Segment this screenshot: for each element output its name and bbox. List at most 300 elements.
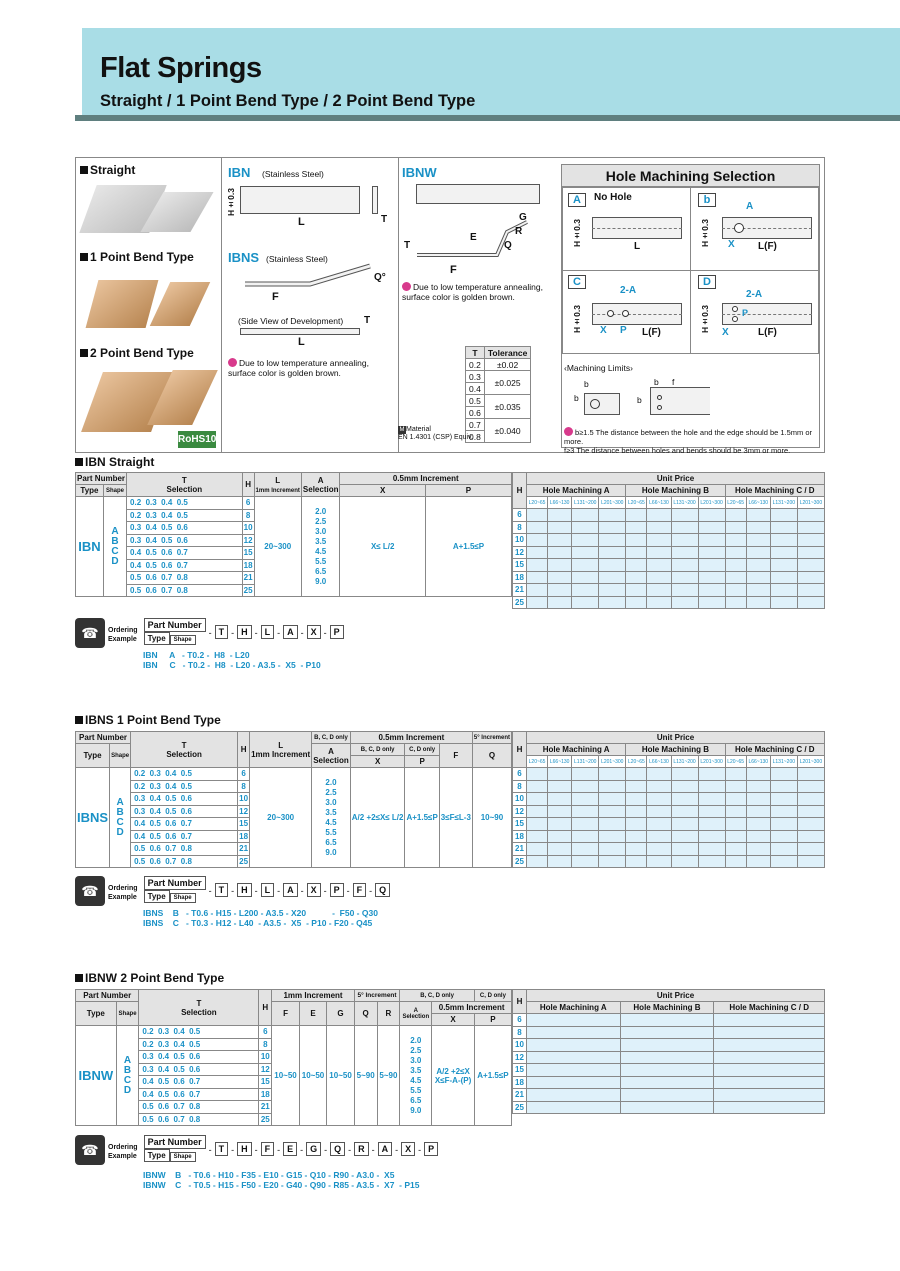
t-selection-cell: 0.3 0.4 0.5 0.6 (127, 534, 243, 547)
price-cell (770, 793, 797, 806)
price-cell (572, 818, 599, 831)
price-cell (599, 559, 626, 572)
code-box: Q (330, 1142, 345, 1156)
price-cell (548, 584, 572, 597)
hole-type-d: D (698, 275, 716, 289)
price-cell (746, 830, 770, 843)
price-cell (770, 596, 797, 609)
price-row: 25 (513, 855, 825, 868)
ibns-order-example: IBNS B - T0.6 - H15 - L200 - A3.5 - X20 - F50 - Q30 IBNS C - T0.3 - H12 - L40 - A3.5 - X5 - P10 - F20 - Q45 (143, 908, 378, 928)
code-box: R (354, 1142, 369, 1156)
ibns-section-title: IBNS 1 Point Bend Type (75, 713, 221, 727)
price-cell (725, 534, 746, 547)
price-cell (626, 596, 647, 609)
price-cell (527, 855, 548, 868)
price-cell (527, 805, 548, 818)
price-cell (572, 546, 599, 559)
t-selection-cell: 0.5 0.6 0.7 0.8 (139, 1101, 259, 1114)
phone-icon: ☎ (75, 1135, 105, 1165)
dev-dim-l: L (298, 336, 305, 348)
ibn-label: IBN (228, 165, 251, 180)
hole-d-2a: 2-A (746, 289, 763, 300)
price-cell (714, 1014, 825, 1027)
code-box: L (261, 625, 275, 639)
price-cell (647, 571, 671, 584)
price-cell (548, 559, 572, 572)
price-cell (572, 584, 599, 597)
price-row: 21 (513, 843, 825, 856)
price-cell (671, 559, 698, 572)
p-cell: A+1.5≤P (425, 497, 511, 597)
ibns-price-table: H Unit Price Hole Machining A Hole Machining B Hole Machining C / D L20~65 L66~130 L131~200 L201~300 L20~65 L66~130 L131~200 L201~300 L20~65 L66~130 L131~200 L201~300 6 8 10 12 15 18 21 25 (512, 731, 825, 868)
price-cell (671, 843, 698, 856)
price-cell (671, 534, 698, 547)
price-cell (797, 596, 824, 609)
price-cell (527, 843, 548, 856)
price-cell (770, 830, 797, 843)
part-number-box: Part Number (144, 618, 206, 632)
f-cell: 10~50 (272, 1026, 300, 1126)
ibn-drawing (240, 186, 360, 214)
price-cell (698, 843, 725, 856)
t-selection-cell: 0.4 0.5 0.6 0.7 (139, 1088, 259, 1101)
hole-b-a: A (746, 201, 754, 212)
price-row: 10 (513, 534, 825, 547)
price-cell (572, 559, 599, 572)
machining-limits-label: ‹Machining Limits› (564, 363, 633, 373)
code-box: A (378, 1142, 393, 1156)
unit-price-header: Unit Price (527, 732, 825, 744)
price-cell (620, 1064, 714, 1077)
price-cell (770, 559, 797, 572)
price-cell (527, 596, 548, 609)
limit-b-2: b (584, 379, 589, 389)
code-box: X (307, 883, 321, 897)
t-selection-cell: 0.4 0.5 0.6 0.7 (127, 547, 243, 560)
t-selection-cell: 0.5 0.6 0.7 0.8 (131, 843, 238, 856)
price-cell (746, 805, 770, 818)
shape-cell: A B C D (116, 1026, 139, 1126)
price-row: 12 (513, 1051, 825, 1064)
code-box: F (353, 883, 367, 897)
price-cell (647, 855, 671, 868)
price-cell (599, 534, 626, 547)
price-cell (698, 584, 725, 597)
ibnw-dim-e: E (470, 232, 477, 243)
hole-c-2a: 2-A (620, 285, 637, 296)
price-row: 8 (513, 1026, 825, 1039)
price-cell (626, 830, 647, 843)
price-cell (626, 768, 647, 781)
price-cell (527, 571, 548, 584)
price-cell (725, 855, 746, 868)
price-row: 15 (513, 559, 825, 572)
hole-b-lf: L(F) (758, 241, 777, 252)
ibnw-section-title: IBNW 2 Point Bend Type (75, 971, 224, 985)
price-cell (698, 534, 725, 547)
price-cell (527, 1076, 621, 1089)
price-cell (626, 793, 647, 806)
h-cell: 12 (239, 806, 249, 816)
t-selection-cell: 0.5 0.6 0.7 0.8 (139, 1113, 259, 1126)
price-cell (725, 546, 746, 559)
hole-c-lf: L(F) (642, 327, 661, 338)
ibnw-order-example: IBNW B - T0.6 - H10 - F35 - E10 - G15 - Q10 - R90 - A3.0 - X5 IBNW C - T0.5 - H15 - F50 - E20 - G40 - Q90 - R85 - A3.5 - X7 - P15 (143, 1170, 420, 1190)
price-cell (770, 534, 797, 547)
type-cell: IBNS (76, 768, 110, 868)
price-cell (797, 793, 824, 806)
t-selection-cell: 0.3 0.4 0.5 0.6 (139, 1063, 259, 1076)
price-cell (626, 805, 647, 818)
price-cell (626, 546, 647, 559)
price-cell (626, 843, 647, 856)
price-cell (797, 546, 824, 559)
t-selection-cell: 0.3 0.4 0.5 0.6 (139, 1051, 259, 1064)
code-box: T (215, 883, 229, 897)
price-cell (620, 1014, 714, 1027)
a-cell: 2.0 2.5 3.0 3.5 4.5 5.5 6.5 9.0 (312, 768, 351, 868)
price-cell (527, 509, 548, 522)
price-cell (548, 546, 572, 559)
development-drawing (240, 328, 360, 335)
price-cell (797, 830, 824, 843)
price-cell (647, 559, 671, 572)
one-bend-label: 1 Point Bend Type (80, 250, 194, 264)
price-cell (746, 521, 770, 534)
t-selection-cell: 0.3 0.4 0.5 0.6 (127, 522, 243, 535)
price-cell (647, 521, 671, 534)
straight-label: Straight (80, 163, 135, 177)
price-row: 25 (513, 1101, 825, 1114)
ibn-dim-h: H±0.3 (226, 188, 236, 216)
price-cell (548, 534, 572, 547)
price-cell (599, 521, 626, 534)
price-cell (671, 793, 698, 806)
h-cell: 6 (242, 497, 254, 510)
price-cell (746, 768, 770, 781)
price-cell (714, 1089, 825, 1102)
price-cell (626, 534, 647, 547)
price-cell (714, 1026, 825, 1039)
price-cell (548, 780, 572, 793)
price-cell (746, 559, 770, 572)
price-cell (698, 546, 725, 559)
price-cell (527, 1039, 621, 1052)
q-cell: 5~90 (354, 1026, 377, 1126)
price-cell (572, 768, 599, 781)
price-cell (626, 818, 647, 831)
price-cell (698, 521, 725, 534)
hole-title: Hole Machining Selection (562, 165, 819, 187)
page-title: Flat Springs (100, 52, 262, 84)
price-cell (797, 818, 824, 831)
price-cell (599, 596, 626, 609)
price-cell (527, 584, 548, 597)
t-selection-cell: 0.3 0.4 0.5 0.6 (131, 805, 238, 818)
price-cell (548, 805, 572, 818)
h-cell: 10 (239, 794, 249, 804)
phone-icon: ☎ (75, 876, 105, 906)
ibn-spec-table: Part Number T Selection H L 1mm Increment A Selection 0.5mm Increment Type Shape X P IBN A B C D 0.2 0.3 0.4 0.5 6 20~300 2.0 2.5 3.0 3.5 4.5 5.5 6.5 9.0 X≤ L/2 A+1.5≤P 0.2 0.3 0.4 0.5 8 0.3 0.4 0.5 0.6 10 0.3 0.4 0.5 0.6 12 0.4 0.5 0.6 0.7 15 0.4 0.5 0.6 0.7 18 0.5 0.6 0.7 0.8 21 0.5 0.6 0.7 0.8 25 (75, 472, 512, 597)
price-cell (620, 1051, 714, 1064)
shape-box: Shape (170, 893, 196, 903)
price-cell (714, 1064, 825, 1077)
price-cell (746, 534, 770, 547)
t-selection-cell: 0.2 0.3 0.4 0.5 (139, 1026, 259, 1039)
tolerance-table: T Tolerance 0.2 ±0.02 0.3 ±0.025 0.4 0.5 ±0.035 0.6 0.7 ±0.040 0.8 (465, 346, 531, 443)
shape-cell: A B C D (103, 497, 126, 597)
code-box: H (237, 883, 252, 897)
hole-a-h: H±0.3 (572, 219, 582, 247)
price-cell (714, 1101, 825, 1114)
price-cell (770, 584, 797, 597)
price-cell (527, 546, 548, 559)
t-selection-cell: 0.5 0.6 0.7 0.8 (131, 855, 238, 868)
price-cell (647, 596, 671, 609)
price-cell (797, 855, 824, 868)
price-row: 18 (513, 830, 825, 843)
price-cell (725, 596, 746, 609)
price-cell (770, 780, 797, 793)
price-cell (698, 571, 725, 584)
price-cell (626, 584, 647, 597)
x-cell: X≤ L/2 (340, 497, 425, 597)
price-cell (770, 521, 797, 534)
t-selection-cell: 0.3 0.4 0.5 0.6 (131, 793, 238, 806)
price-cell (548, 843, 572, 856)
material-icon: M (399, 427, 405, 433)
ibn-price-table: H Unit Price Hole Machining A Hole Machining B Hole Machining C / D L20~65 L66~130 L131~200 L201~300 L20~65 L66~130 L131~200 L201~300 L20~65 L66~130 L131~200 L201~300 6 8 10 12 15 18 21 25 (512, 472, 825, 609)
price-cell (671, 768, 698, 781)
header-rule (75, 115, 900, 121)
price-cell (746, 855, 770, 868)
hole-b-x: X (728, 239, 735, 250)
price-row: 18 (513, 1076, 825, 1089)
ibnw-label: IBNW (402, 165, 437, 180)
price-cell (527, 534, 548, 547)
price-cell (626, 521, 647, 534)
hole-d-lf: L(F) (758, 327, 777, 338)
price-row: 10 (513, 793, 825, 806)
dev-dim-t: T (364, 315, 371, 326)
price-cell (714, 1076, 825, 1089)
price-cell (647, 830, 671, 843)
caution-icon (228, 358, 237, 367)
hole-type-c: C (568, 275, 586, 289)
shape-box: Shape (170, 635, 196, 645)
price-row: 15 (513, 1064, 825, 1077)
price-cell (599, 768, 626, 781)
price-cell (572, 855, 599, 868)
price-cell (626, 509, 647, 522)
price-cell (770, 768, 797, 781)
t-selection-cell: 0.2 0.3 0.4 0.5 (127, 497, 243, 510)
code-box: A (283, 883, 298, 897)
shape-cell: A B C D (110, 768, 131, 868)
price-cell (572, 596, 599, 609)
price-cell (599, 818, 626, 831)
price-cell (698, 559, 725, 572)
price-cell (725, 805, 746, 818)
h-cell: 15 (239, 819, 249, 829)
price-row: 12 (513, 805, 825, 818)
price-cell (599, 793, 626, 806)
price-cell (527, 780, 548, 793)
hole-d-p: P (742, 308, 749, 318)
price-cell (599, 584, 626, 597)
price-cell (599, 546, 626, 559)
price-cell (725, 843, 746, 856)
price-cell (698, 818, 725, 831)
price-cell (572, 509, 599, 522)
h-cell: 12 (243, 535, 253, 545)
h-cell: 21 (239, 844, 249, 854)
price-cell (527, 1026, 621, 1039)
rohs-badge: RoHS10 (178, 431, 216, 448)
h-cell: 15 (260, 1077, 270, 1087)
price-cell (647, 534, 671, 547)
ibnw-drawing (416, 184, 540, 204)
h-cell: 25 (260, 1114, 270, 1124)
limit-b-3: b (637, 395, 642, 405)
price-cell (770, 805, 797, 818)
ibnw-dim-t: T (404, 240, 411, 251)
price-cell (725, 584, 746, 597)
part-number-box: Part Number (144, 1135, 206, 1149)
price-cell (647, 768, 671, 781)
shape-box: Shape (170, 1152, 196, 1162)
caution-icon (564, 427, 573, 436)
price-cell (698, 768, 725, 781)
price-cell (647, 780, 671, 793)
t-selection-cell: 0.5 0.6 0.7 0.8 (127, 584, 243, 597)
hole-type-b: b (698, 193, 716, 207)
hole-type-a: A (568, 193, 586, 207)
price-cell (647, 584, 671, 597)
code-box: P (330, 883, 344, 897)
price-cell (527, 818, 548, 831)
h-cell: 8 (238, 780, 250, 793)
price-cell (725, 793, 746, 806)
price-cell (599, 843, 626, 856)
ibn-order-example: IBN A - T0.2 - H8 - L20 IBN C - T0.2 - H8 - L20 - A3.5 - X5 - P10 (143, 650, 321, 670)
price-cell (626, 559, 647, 572)
price-cell (671, 571, 698, 584)
price-cell (797, 584, 824, 597)
price-cell (548, 855, 572, 868)
q-cell: 10~90 (472, 768, 511, 868)
price-cell (572, 793, 599, 806)
price-cell (620, 1039, 714, 1052)
t-selection-cell: 0.2 0.3 0.4 0.5 (131, 768, 238, 781)
price-cell (671, 584, 698, 597)
price-cell (797, 559, 824, 572)
price-cell (746, 571, 770, 584)
price-cell (698, 830, 725, 843)
price-cell (647, 793, 671, 806)
price-cell (548, 571, 572, 584)
price-row: 6 (513, 768, 825, 781)
price-cell (797, 521, 824, 534)
ibnw-dim-r: R (515, 226, 523, 237)
price-cell (527, 830, 548, 843)
price-cell (620, 1076, 714, 1089)
price-cell (671, 546, 698, 559)
two-bend-label: 2 Point Bend Type (80, 346, 194, 360)
h-cell: 18 (243, 560, 253, 570)
price-row: 21 (513, 1089, 825, 1102)
limit-f: f (672, 377, 675, 387)
price-cell (698, 780, 725, 793)
price-cell (714, 1039, 825, 1052)
type-cell: IBN (76, 497, 104, 597)
p-cell: A+1.5≤P (474, 1026, 511, 1126)
ibns-color-note: Due to low temperature annealing, surface color is golden brown. (228, 358, 369, 378)
code-box: H (237, 625, 252, 639)
ordering-label: Ordering Example (108, 627, 138, 643)
code-box: P (424, 1142, 438, 1156)
hole-c-p: P (620, 325, 627, 336)
part-number-box: Part Number (144, 876, 206, 890)
price-cell (797, 509, 824, 522)
ibnw-price-table: H Unit Price Hole Machining A Hole Machining B Hole Machining C / D 6 8 10 12 15 18 21 25 (512, 989, 825, 1114)
code-box: G (306, 1142, 321, 1156)
l-cell: 20~300 (254, 497, 301, 597)
r-cell: 5~90 (377, 1026, 400, 1126)
price-cell (797, 805, 824, 818)
price-cell (725, 559, 746, 572)
price-cell (725, 521, 746, 534)
price-cell (698, 509, 725, 522)
ibnw-dim-f: F (450, 264, 457, 276)
price-cell (626, 780, 647, 793)
price-cell (725, 780, 746, 793)
code-box: P (330, 625, 344, 639)
h-cell: 10 (260, 1052, 270, 1062)
code-box: H (237, 1142, 252, 1156)
phone-icon: ☎ (75, 618, 105, 648)
price-cell (599, 780, 626, 793)
price-cell (770, 818, 797, 831)
code-box: L (261, 883, 275, 897)
price-cell (746, 818, 770, 831)
price-row: 12 (513, 546, 825, 559)
ibns-spec-table: Part Number T Selection H L 1mm Increment B, C, D only 0.5mm Increment 5° Increment Type Shape A Selection B, C, D only C, D only F Q X P IBNS A B C D 0.2 0.3 0.4 0.5 6 20~300 2.0 2.5 3.0 3.5 4.5 5.5 6.5 9.0 A/2 +2≤X≤ L/2 A+1.5≤P 3≤F≤L-3 10~90 0.2 0.3 0.4 0.5 8 0.3 0.4 0.5 0.6 10 0.3 0.4 0.5 0.6 12 0.4 0.5 0.6 0.7 15 0.4 0.5 0.6 0.7 18 0.5 0.6 0.7 0.8 21 0.5 0.6 0.7 0.8 25 (77, 733, 510, 866)
unit-price-header: Unit Price (527, 473, 825, 485)
price-cell (527, 793, 548, 806)
h-cell: 10 (243, 523, 253, 533)
price-cell (599, 805, 626, 818)
ordering-label: Ordering Example (108, 885, 138, 901)
price-row: 6 (513, 1014, 825, 1027)
type-box: Type (144, 632, 170, 645)
price-cell (527, 1014, 621, 1027)
code-box: E (283, 1142, 297, 1156)
price-cell (725, 768, 746, 781)
x-cell: A/2 +2≤X≤ L/2 (350, 768, 405, 868)
ordering-label: Ordering Example (108, 1144, 138, 1160)
price-row: 21 (513, 584, 825, 597)
h-cell: 12 (260, 1064, 270, 1074)
ibns-material: (Stainless Steel) (266, 254, 328, 264)
price-cell (770, 546, 797, 559)
price-row: 8 (513, 780, 825, 793)
price-cell (599, 830, 626, 843)
price-cell (671, 818, 698, 831)
price-cell (548, 521, 572, 534)
price-cell (746, 546, 770, 559)
a-cell: 2.0 2.5 3.0 3.5 4.5 5.5 6.5 9.0 (400, 1026, 432, 1126)
